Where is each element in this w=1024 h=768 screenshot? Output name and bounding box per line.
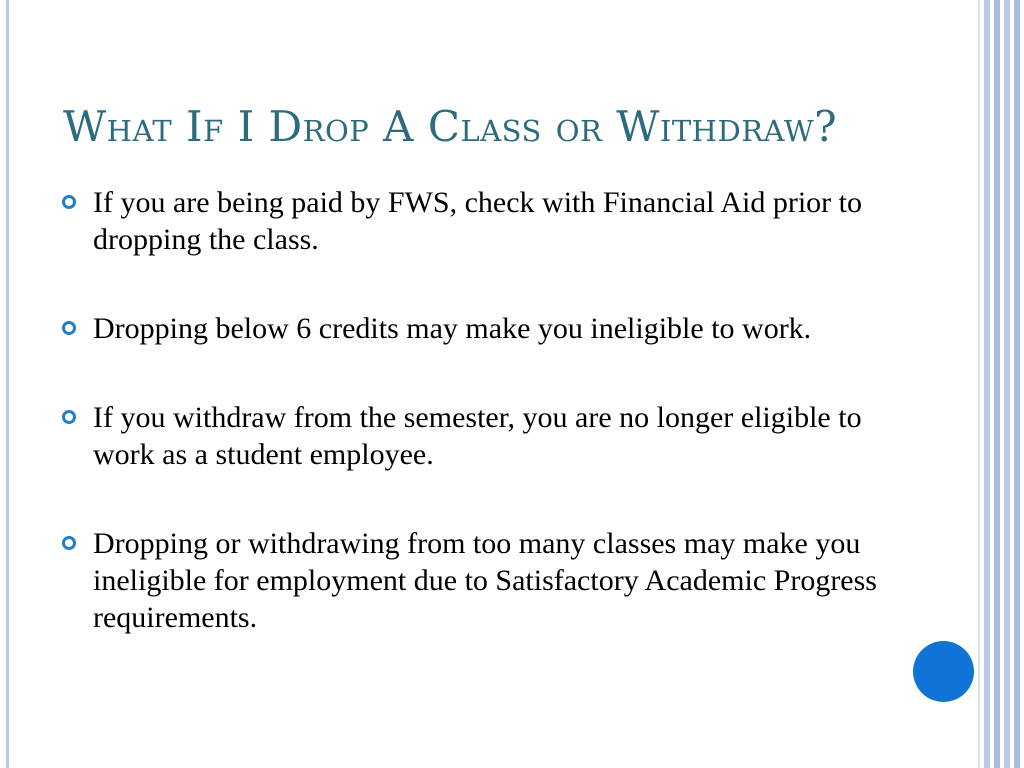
bullet-text: If you are being paid by FWS, check with Financial Aid prior to dropping the class. (93, 186, 862, 256)
decorative-circle (913, 641, 974, 702)
bullet-text: Dropping below 6 credits may make you ineligible to work. (93, 312, 812, 345)
bullet-list (60, 184, 880, 688)
bullet-item (60, 184, 880, 258)
slide-title: What If I Drop A Class or Withdraw? (63, 102, 838, 151)
border-stripe (978, 0, 980, 768)
border-stripe (1014, 0, 1020, 768)
border-stripe (984, 0, 990, 768)
bullet-item (60, 525, 880, 636)
left-border-line (6, 0, 9, 768)
bullet-item (60, 310, 880, 347)
bullet-circle-icon (62, 195, 76, 209)
border-stripe (1004, 0, 1010, 768)
bullet-circle-icon (62, 410, 76, 424)
bullet-text: If you withdraw from the semester, you are no longer eligible to work as a student employee. (93, 401, 862, 471)
bullet-item (60, 399, 880, 473)
border-stripe (994, 0, 1000, 768)
bullet-circle-icon (62, 321, 76, 335)
right-border-stripes (976, 0, 1024, 768)
bullet-text: Dropping or withdrawing from too many classes may make you ineligible for employment due to Satisfactory Academic Progress requirements. (93, 527, 877, 634)
bullet-circle-icon (62, 536, 76, 550)
